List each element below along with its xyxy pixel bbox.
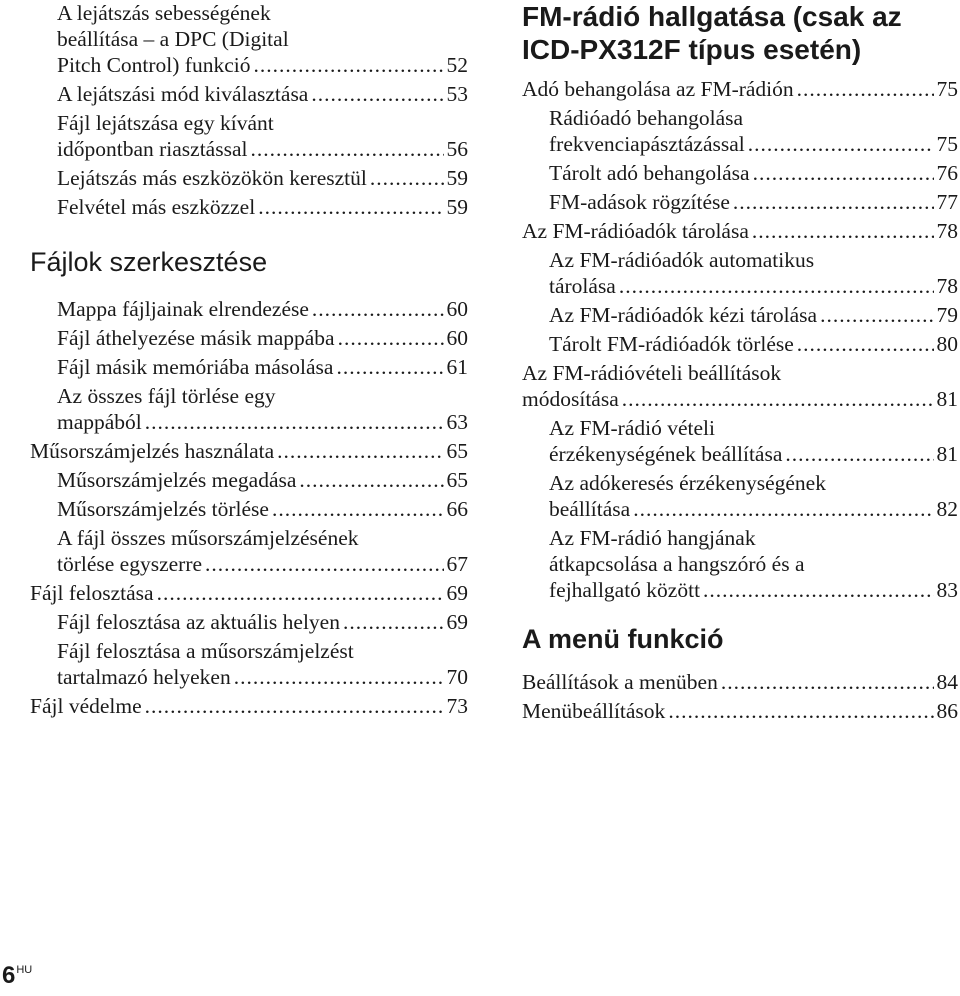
toc-entry-line bbox=[57, 81, 468, 107]
dot-leader bbox=[272, 496, 444, 522]
toc-entry bbox=[522, 415, 958, 467]
section-heading-fm-radio bbox=[522, 0, 958, 66]
dot-leader bbox=[703, 577, 933, 603]
dot-leader bbox=[820, 302, 933, 328]
toc-page-number: 82 bbox=[936, 497, 958, 521]
toc-page-number: 59 bbox=[446, 195, 468, 219]
toc-entry bbox=[522, 247, 958, 299]
dot-leader bbox=[145, 693, 444, 719]
dot-leader bbox=[145, 409, 444, 435]
toc-entry-text: Tárolt FM-rádióadók törlése bbox=[549, 332, 794, 356]
toc-page-number: 78 bbox=[936, 219, 958, 243]
dot-leader bbox=[338, 325, 444, 351]
toc-entry-text: FM-adások rögzítése bbox=[549, 190, 730, 214]
toc-page-number: 73 bbox=[446, 694, 468, 718]
dot-leader bbox=[733, 189, 934, 215]
toc-entry-line bbox=[57, 165, 468, 191]
toc-entry-text: Az FM-rádióadók kézi tárolása bbox=[549, 303, 818, 327]
toc-entry-text: átkapcsolása a hangszóró és a bbox=[549, 552, 805, 576]
dot-leader bbox=[633, 496, 933, 522]
toc-entry-text: beállítása bbox=[549, 497, 631, 521]
toc-entry bbox=[522, 525, 958, 603]
toc-entry-text: Műsorszámjelzés törlése bbox=[57, 497, 269, 521]
language-code: HU bbox=[16, 964, 33, 976]
page-number: 6 bbox=[2, 962, 16, 989]
toc-page-number: 59 bbox=[446, 166, 468, 190]
left-entries bbox=[30, 296, 468, 719]
toc-entry bbox=[30, 467, 468, 493]
dot-leader bbox=[277, 438, 443, 464]
toc-page-number: 65 bbox=[446, 468, 468, 492]
toc-entry-text: frekvenciapásztázással bbox=[549, 132, 745, 156]
toc-entry-line bbox=[57, 354, 468, 380]
toc-entry-line bbox=[57, 409, 468, 435]
toc-entry-text: Pitch Control) funkció bbox=[57, 53, 251, 77]
toc-entry-text: Az FM-rádióvételi beállítások bbox=[522, 361, 782, 385]
dot-leader bbox=[312, 296, 444, 322]
dot-leader bbox=[785, 441, 933, 467]
toc-entry bbox=[30, 194, 468, 220]
toc-entry-line bbox=[549, 273, 958, 299]
toc-entry-text: Adó behangolása az FM-rádión bbox=[522, 77, 794, 101]
toc-entry-line bbox=[549, 577, 958, 603]
right-entries bbox=[522, 76, 958, 603]
toc-entry bbox=[30, 296, 468, 322]
toc-entry-text: Műsorszámjelzés használata bbox=[30, 439, 275, 463]
dot-leader bbox=[299, 467, 443, 493]
toc-entry-text: időpontban riasztással bbox=[57, 137, 248, 161]
toc-page-number: 69 bbox=[446, 581, 468, 605]
toc-page-number: 61 bbox=[446, 355, 468, 379]
heading-line: ICD-PX312F típus esetén) bbox=[522, 34, 862, 65]
page-footer bbox=[2, 962, 32, 990]
dot-leader bbox=[343, 609, 444, 635]
toc-entry-text: Beállítások a menüben bbox=[522, 670, 718, 694]
toc-entry bbox=[522, 331, 958, 357]
toc-entry-text: mappából bbox=[57, 410, 142, 434]
toc-entry bbox=[30, 325, 468, 351]
toc-entry bbox=[30, 165, 468, 191]
toc-page-number: 81 bbox=[936, 442, 958, 466]
toc-entry bbox=[522, 105, 958, 157]
dot-leader bbox=[258, 194, 443, 220]
toc-entry-line bbox=[57, 296, 468, 322]
dot-leader bbox=[253, 52, 443, 78]
toc-entry-line bbox=[522, 218, 958, 244]
toc-entry-line bbox=[522, 698, 958, 724]
toc-entry-text: Fájl másik memóriába másolása bbox=[57, 355, 334, 379]
toc-page-number: 78 bbox=[936, 274, 958, 298]
toc-page-number: 66 bbox=[446, 497, 468, 521]
toc-entry-text: Fájl felosztása bbox=[30, 581, 154, 605]
right-entries-menu bbox=[522, 669, 958, 724]
toc-entry-line bbox=[30, 580, 468, 606]
toc-entry-text: A lejátszási mód kiválasztása bbox=[57, 82, 309, 106]
toc-entry bbox=[30, 438, 468, 464]
toc-entry-text: Felvétel más eszközzel bbox=[57, 195, 256, 219]
toc-page-number: 70 bbox=[446, 665, 468, 689]
toc-entry-text: Az FM-rádió hangjának bbox=[549, 526, 756, 550]
toc-entry-text: Az FM-rádió vételi bbox=[549, 416, 715, 440]
toc-entry-line bbox=[57, 136, 468, 162]
toc-page-number: 76 bbox=[936, 161, 958, 185]
toc-page-number: 84 bbox=[936, 670, 958, 694]
toc-page-number: 69 bbox=[446, 610, 468, 634]
toc-entry-text: Az FM-rádióadók tárolása bbox=[522, 219, 749, 243]
toc-entry-line bbox=[30, 693, 468, 719]
toc-entry bbox=[30, 110, 468, 162]
toc-entry-text: módosítása bbox=[522, 387, 619, 411]
toc-page-number: 79 bbox=[936, 303, 958, 327]
section-heading-editing: Fájlok szerkesztése bbox=[30, 247, 268, 277]
toc-entry-text: törlése egyszerre bbox=[57, 552, 203, 576]
toc-entry bbox=[30, 383, 468, 435]
toc-entry bbox=[30, 354, 468, 380]
toc-entry bbox=[30, 0, 468, 78]
toc-page-number: 56 bbox=[446, 137, 468, 161]
toc-page-number: 60 bbox=[446, 297, 468, 321]
toc-entry bbox=[522, 698, 958, 724]
toc-entry bbox=[30, 525, 468, 577]
toc-entry-line bbox=[57, 325, 468, 351]
toc-entry-line bbox=[57, 194, 468, 220]
toc-entry bbox=[30, 638, 468, 690]
toc-entry-line bbox=[57, 609, 468, 635]
toc-entry-line bbox=[549, 131, 958, 157]
toc-entry bbox=[522, 360, 958, 412]
toc-entry-text: A fájl összes műsorszámjelzésének bbox=[57, 526, 359, 550]
dot-leader bbox=[157, 580, 444, 606]
toc-entry-text: Rádióadó behangolása bbox=[549, 106, 744, 130]
toc-entry-text: Fájl felosztása a műsorszámjelzést bbox=[57, 639, 354, 663]
dot-leader bbox=[205, 551, 443, 577]
toc-entry bbox=[522, 76, 958, 102]
dot-leader bbox=[748, 131, 934, 157]
dot-leader bbox=[721, 669, 934, 695]
toc-entry-text: Mappa fájljainak elrendezése bbox=[57, 297, 309, 321]
toc-entry-line bbox=[549, 496, 958, 522]
toc-page-number: 75 bbox=[936, 77, 958, 101]
toc-page-number: 75 bbox=[936, 132, 958, 156]
toc-entry-text: tárolása bbox=[549, 274, 616, 298]
dot-leader bbox=[619, 273, 934, 299]
toc-entry-text: Fájl felosztása az aktuális helyen bbox=[57, 610, 340, 634]
toc-entry-text: fejhallgató között bbox=[549, 578, 701, 602]
dot-leader bbox=[797, 331, 934, 357]
toc-page-number: 60 bbox=[446, 326, 468, 350]
toc-entry-text: Fájl áthelyezése másik mappába bbox=[57, 326, 335, 350]
toc-entry-line bbox=[57, 551, 468, 577]
toc-entry-text: Az összes fájl törlése egy bbox=[57, 384, 276, 408]
toc-entry-text: érzékenységének beállítása bbox=[549, 442, 783, 466]
toc-entry-line bbox=[57, 496, 468, 522]
toc-entry bbox=[30, 693, 468, 719]
toc-entry-line bbox=[549, 441, 958, 467]
dot-leader bbox=[336, 354, 443, 380]
toc-entry-line bbox=[522, 386, 958, 412]
toc-entry-text: Az FM-rádióadók automatikus bbox=[549, 248, 815, 272]
toc-entry-text: A lejátszás sebességének bbox=[57, 1, 271, 25]
toc-entry bbox=[522, 218, 958, 244]
toc-page-number: 81 bbox=[936, 387, 958, 411]
left-top-entries bbox=[30, 0, 468, 220]
toc-page-number: 77 bbox=[936, 190, 958, 214]
toc-entry-text: Fájl védelme bbox=[30, 694, 142, 718]
dot-leader bbox=[370, 165, 444, 191]
toc-page-number: 67 bbox=[446, 552, 468, 576]
dot-leader bbox=[234, 664, 444, 690]
toc-entry-text: Műsorszámjelzés megadása bbox=[57, 468, 297, 492]
toc-entry bbox=[522, 302, 958, 328]
toc-page-number: 80 bbox=[936, 332, 958, 356]
dot-leader bbox=[622, 386, 934, 412]
toc-entry-line bbox=[522, 669, 958, 695]
toc-entry-line bbox=[57, 664, 468, 690]
toc-page-number: 65 bbox=[446, 439, 468, 463]
toc-entry bbox=[522, 189, 958, 215]
toc-entry-text: Menübeállítások bbox=[522, 699, 666, 723]
toc-entry-text: Lejátszás más eszközökön keresztül bbox=[57, 166, 367, 190]
dot-leader bbox=[752, 218, 934, 244]
toc-page-number: 83 bbox=[936, 578, 958, 602]
toc-entry bbox=[522, 160, 958, 186]
section-heading-menu: A menü funkció bbox=[522, 624, 724, 654]
toc-entry-line bbox=[549, 160, 958, 186]
toc-entry bbox=[30, 609, 468, 635]
dot-leader bbox=[668, 698, 933, 724]
toc-entry bbox=[30, 580, 468, 606]
dot-leader bbox=[311, 81, 443, 107]
toc-entry-line bbox=[57, 52, 468, 78]
toc-entry bbox=[30, 81, 468, 107]
left-column bbox=[30, 0, 468, 722]
toc-entry-text: Tárolt adó behangolása bbox=[549, 161, 750, 185]
toc-page-number: 53 bbox=[446, 82, 468, 106]
toc-entry-line bbox=[57, 467, 468, 493]
toc-entry bbox=[30, 496, 468, 522]
toc-page-number: 63 bbox=[446, 410, 468, 434]
dot-leader bbox=[250, 136, 443, 162]
toc-entry-text: tartalmazó helyeken bbox=[57, 665, 231, 689]
toc-entry-line bbox=[549, 302, 958, 328]
toc-page-number: 86 bbox=[936, 699, 958, 723]
dot-leader bbox=[753, 160, 934, 186]
heading-line: FM-rádió hallgatása (csak az bbox=[522, 1, 902, 32]
toc-entry-line bbox=[549, 189, 958, 215]
dot-leader bbox=[797, 76, 934, 102]
toc-entry-text: beállítása – a DPC (Digital bbox=[57, 27, 289, 51]
toc-entry bbox=[522, 470, 958, 522]
toc-entry-text: Az adókeresés érzékenységének bbox=[549, 471, 826, 495]
toc-entry-line bbox=[522, 76, 958, 102]
toc-entry-line bbox=[549, 331, 958, 357]
toc-page-number: 52 bbox=[446, 53, 468, 77]
toc-entry-text: Fájl lejátszása egy kívánt bbox=[57, 111, 274, 135]
right-column bbox=[522, 0, 958, 727]
toc-entry bbox=[522, 669, 958, 695]
toc-entry-line bbox=[30, 438, 468, 464]
